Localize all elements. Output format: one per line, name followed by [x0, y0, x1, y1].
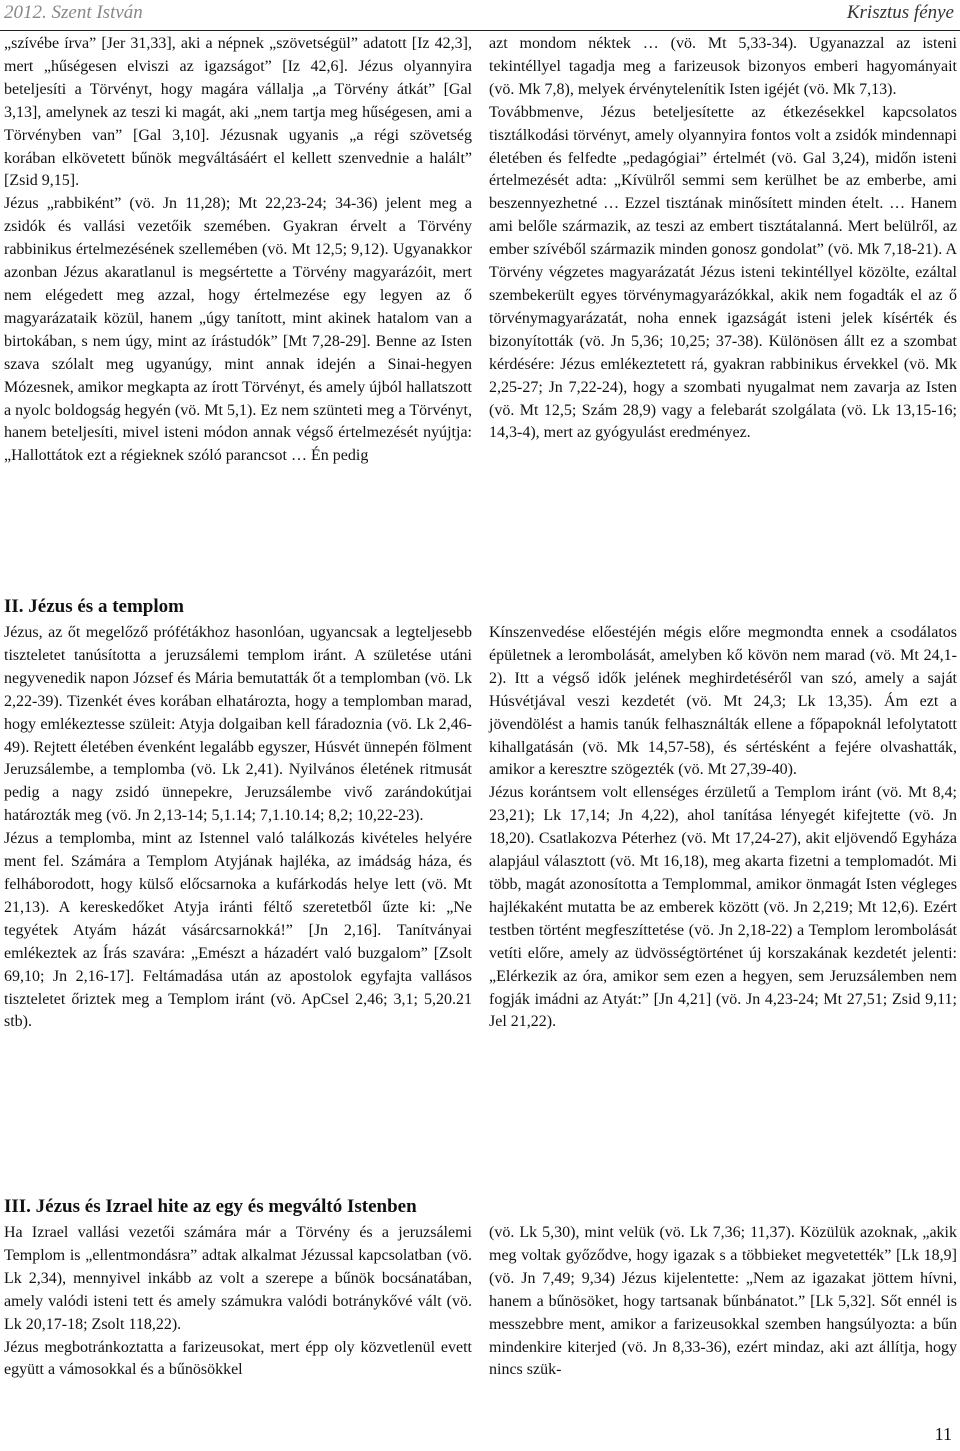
paragraph: (vö. Lk 5,30), mint velük (vö. Lk 7,36; 11,37). Közülük azoknak, „akik meg voltak győződve, hogy igazak s a többieket megvetették” [Lk 18,9] (vö. Jn 7,49; 9,34) Jézus kijelentette: „Nem az igazakat jöttem hívni, hanem a bűnösöket, hogy tartsanak bűnbánatot.” [Lk 5,32]. Sőt ennél is messzebbre ment, amikor a farizeusokkal szemben hangsúlyozta: a bűn mindenkire kiterjed (vö. Jn 8,33-36), ezért mindaz, aki azt állítja, hogy nincs szük- — [489, 1224, 957, 1379]
header-left-title: 2012. Szent István — [4, 2, 143, 23]
paragraph: Kínszenvedése előestéjén mégis előre megmondta ennek a csodálatos épületnek a lerombolását, amelyben kő kövön nem marad (vö. Mt 24,1-2). Itt a végső idők jelének meghirdetéséről van szó, amely a saját Húsvétjával veszi kezdetét (vö. Mt 24,3; Lk 13,35). Ám ezt a jövendölést a hamis tanúk felhasználták ellene a főpapoknál lefolytatott kihallgatásán (vö. Mk 14,57-58), és sértésként a fejére olvashatták, amikor a keresztre szögezték (vö. Mt 27,39-40). — [489, 624, 957, 779]
section1-right-column — [489, 33, 957, 445]
section2-heading: II. Jézus és a templom — [4, 596, 184, 617]
header-right-title: Krisztus fénye — [846, 2, 954, 23]
section3-heading: III. Jézus és Izrael hite az egy és megváltó Istenben — [4, 1196, 417, 1217]
section3-left-column — [4, 1222, 472, 1382]
section2-left-column — [4, 622, 472, 1034]
paragraph: Jézus „rabbiként” (vö. Jn 11,28); Mt 22,23-24; 34-36) jelent meg a zsidók és vallási vezetőik szemében. Gyakran érvelt a Törvény rabbinikus értelmezésének szellemében (vö. Mt 12,5; 9,12). Ugyanakkor azonban Jézus akaratlanul is megsértette a Törvény magyarázóit, mert nem elégedett meg azzal, hogy értelmezése egy legyen az ő magyarázataik közül, hanem „úgy tanított, mint akinek hatalom van a birtokában, s nem úgy, mint az írástudók” [Mt 7,28-29]. Benne az Isten szava szólalt meg ugyanúgy, mint annak idején a Sinai-hegyen Mózesnek, amikor megkapta az írott Törvényt, és amely újból hallatszott a nyolc boldogság hegyén (vö. Mt 5,1). Ez nem szünteti meg a Törvényt, hanem beteljesíti, mivel isteni módon annak végső értelmezését nyújtja: „Hallottátok ezt a régieknek szóló parancsot … Én pedig — [4, 195, 472, 465]
paragraph: Jézus megbotránkoztatta a farizeusokat, mert épp oly közvetlenül evett együtt a vámosokkal és a bűnösökkel — [4, 1338, 472, 1379]
paragraph: Továbbmenve, Jézus beteljesítette az étkezésekkel kapcsolatos tisztálkodási törvényt, amely olyannyira fontos volt a zsidók mindennapi életében és felfedte „pedagógiai” értelmét (vö. Gal 3,24), midőn isteni értelmezését adta: „Kívülről semmi sem kerülhet be az emberbe, ami beszennyezhetné … Ezzel tisztának minősített minden ételt. … Hanem ami belőle származik, az teszi az embert tisztátalanná. Mert belülről, az ember szívéből származik minden gonosz gondolat” (vö. Mk 7,18-21). A Törvény végzetes magyarázatát Jézus isteni tekintéllyel közölte, ezáltal szembekerült egyes törvénymagyarázókkal, akik nem fogadták el az ő törvénymagyarázatát, noha ennek igazságát isteni jelek kísérték és bizonyították (vö. Jn 5,36; 10,25; 37-38). Különösen állt ez a szombat kérdésére: Jézus emlékeztetett rá, gyakran rabbinikus érvekkel (vö. Mk 2,25-27; Jn 7,22-24), hogy a szombati nyugalmat nem zavarja az Isten (vö. Mt 12,5; Szám 28,9) vagy a felebarát szolgálata (vö. Lk 13,15-16; 14,3-4), mert az gyógyulást eredményez. — [489, 103, 957, 442]
page-number: 11 — [934, 1424, 952, 1444]
paragraph: „szívébe írva” [Jer 31,33], aki a népnek „szövetségül” adatott [Iz 42,3], mert „hűségesen elviszi az igazságot” [Iz 42,6]. Jézus olyannyira beteljesíti a Törvényt, hogy magára vállalja „a Törvény átkát” [Gal 3,13], amelynek az teszi ki magát, aki „nem tartja meg hűségesen, ami a Törvényben van” [Gal 3,10]. Jézusnak ugyanis „a régi szövetség korában elkövetett bűnök megváltásáért el kellett szenvednie a halált” [Zsid 9,15]. — [4, 35, 472, 190]
paragraph: Ha Izrael vallási vezetői számára már a Törvény és a jeruzsálemi Templom is „ellentmondásra” adtak alkalmat Jézussal kapcsolatban (vö. Lk 2,34), mennyivel inkább az volt a szerepe a bűnök bocsánatában, amely valódi isteni tett és amely számukra valódi botránykővé vált (vö. Lk 20,17-18; Zsolt 118,22). — [4, 1224, 472, 1333]
section2-right-column — [489, 622, 957, 1034]
paragraph: Jézus a templomba, mint az Istennel való találkozás kivételes helyére ment fel. Számára a Templom Atyjának hajléka, az imádság háza, és felháborodott, hogy külső előcsarnoka a kufárkodás helye lett (vö. Mt 21,13). A kereskedőket Atyja iránti féltő szeretetből űzte ki: „Ne tegyétek Atyám házát vásárcsarnokká!” [Jn 2,16]. Tanítványai emlékeztek az Írás szavára: „Emészt a házadért való buzgalom” [Zsolt 69,10; Jn 2,16-17]. Feltámadása után az apostolok egyfajta vallásos tiszteletet őriztek meg a Templom iránt (vö. ApCsel 2,46; 3,1; 5,20.21 stb). — [4, 830, 472, 1031]
paragraph: Jézus, az őt megelőző prófétákhoz hasonlóan, ugyancsak a legteljesebb tiszteletet tanúsította a jeruzsálemi templom iránt. A születése utáni negyvenedik napon József és Mária bemutatták őt a templomban (vö. Lk 2,22-39). Tizenkét éves korában elhatározta, hogy a templomban marad, hogy emlékeztesse szüleit: Atyja dolgaiban kell fáradoznia (vö. Lk 2,46-49). Rejtett életében évenként legalább egyszer, Húsvét ünnepén fölment Jeruzsálembe, a templomba (vö. Lk 2,41). Nyilvános életének ritmusát pedig a nagy zsidó ünnepekre, Jeruzsálembe vivő zarándokútjai határozták meg (vö. Jn 2,13-14; 5,1.14; 7,1.10.14; 8,2; 10,22-23). — [4, 624, 472, 825]
section3-right-column — [489, 1222, 957, 1382]
paragraph: azt mondom néktek … (vö. Mt 5,33-34). Ugyanazzal az isteni tekintéllyel tagadja meg a farizeusok bizonyos emberi hagyományait (vö. Mk 7,8), melyek érvénytelenítik Isten igéjét (vö. Mk 7,13). — [489, 35, 957, 98]
paragraph: Jézus korántsem volt ellenséges érzületű a Templom iránt (vö. Mt 8,4; 23,21); Lk 17,14; Jn 4,22), ahol tanítása lényegét kifejtette (vö. Jn 18,20). Csatlakozva Péterhez (vö. Mt 17,24-27), akit eljövendő Egyháza alapjául választott (vö. Mt 16,18), meg akarta fizetni a templomadót. Mi több, magát azonosította a Templommal, amikor önmagát Isten végleges hajlékaként mutatta be az emberek között (vö. Jn 2,219; Mt 12,6). Ezért testben történt megfeszíttetése (vö. Jn 2,18-22) a Templom lerombolását vetíti előre, amely az üdvösségtörténet új korszakának kezdetét jelenti: „Elérkezik az óra, amikor sem ezen a hegyen, sem Jeruzsálemben nem fogják imádni az Atyát:” [Jn 4,21] (vö. Jn 4,23-24; Mt 27,51; Zsid 9,11; Jel 21,22). — [489, 784, 957, 1031]
running-header — [0, 0, 960, 31]
section1-left-column — [4, 33, 472, 468]
